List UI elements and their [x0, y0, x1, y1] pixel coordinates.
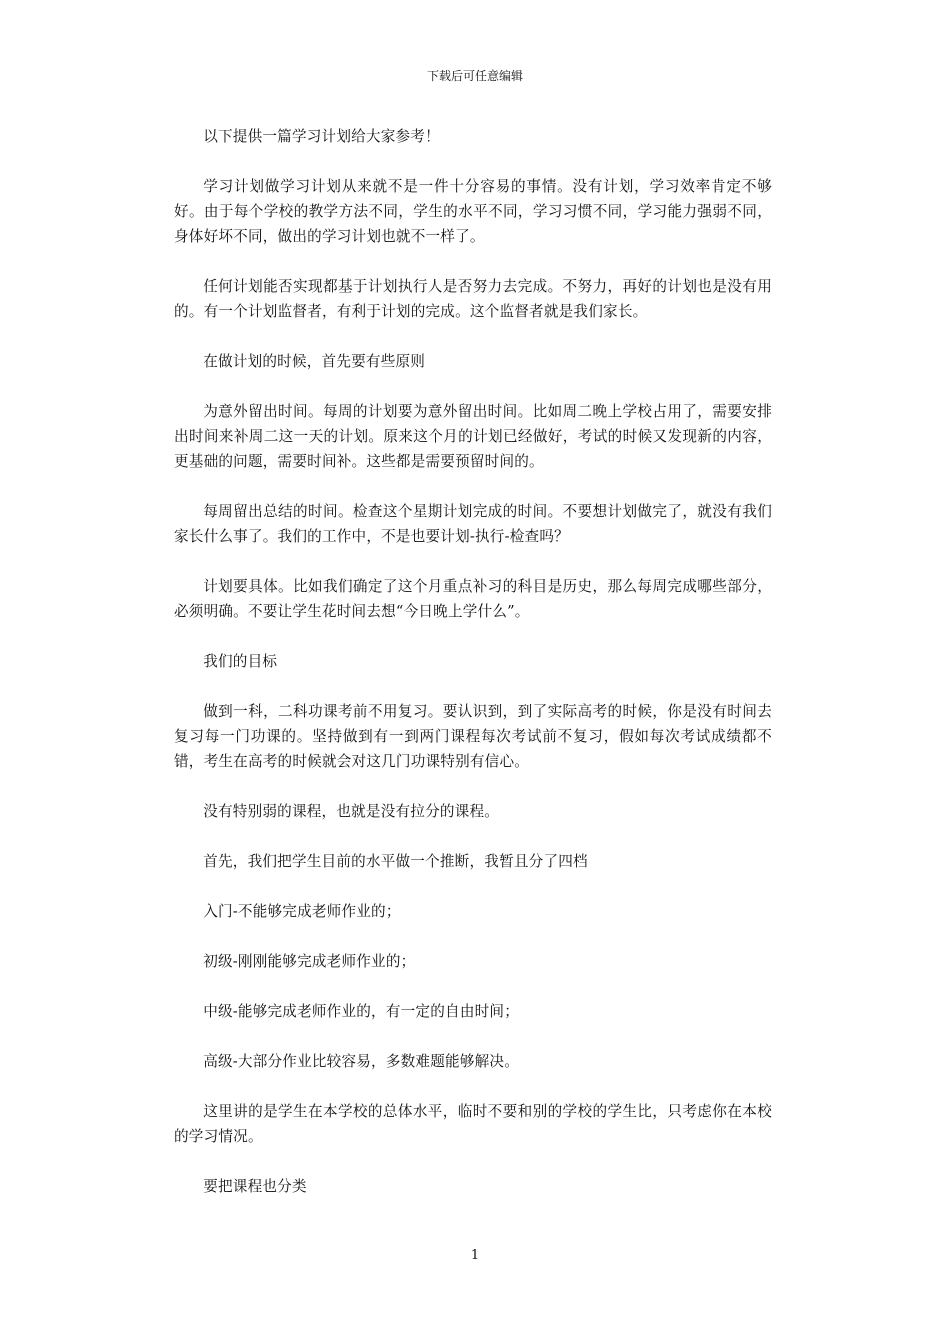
- paragraph: 首先，我们把学生目前的水平做一个推断，我暂且分了四档: [203, 853, 588, 870]
- level-item: 初级-刚刚能够完成老师作业的；: [203, 953, 416, 970]
- document-body: [174, 124, 772, 1224]
- level-item: 高级-大部分作业比较容易，多数难题能够解决。: [203, 1053, 519, 1070]
- section-heading: 我们的目标: [203, 653, 278, 670]
- paragraph: 没有特别弱的课程，也就是没有拉分的课程。: [203, 803, 500, 820]
- section-heading: 要把课程也分类: [203, 1178, 307, 1195]
- paragraph-intro: 以下提供一篇学习计划给大家参考！: [203, 128, 440, 145]
- page-header: 下载后可任意编辑: [426, 69, 523, 83]
- paragraph: 为意外留出时间。每周的计划要为意外留出时间。比如周二晚上学校占用了，需要安排出时间来补周二这一天的计划。原来这个月的计划已经做好，考试的时候又发现新的内容，更基础的问题，需要时间补。这些都是需要预留时间的。: [174, 403, 772, 470]
- paragraph: 任何计划能否实现都基于计划执行人是否努力去完成。不努力，再好的计划也是没有用的。有一个计划监督者，有利于计划的完成。这个监督者就是我们家长。: [174, 278, 772, 320]
- paragraph: 学习计划做学习计划从来就不是一件十分容易的事情。没有计划，学习效率肯定不够好。由于每个学校的教学方法不同，学生的水平不同，学习习惯不同，学习能力强弱不同，身体好坏不同，做出的学习计划也就不一样了。: [174, 178, 772, 245]
- level-item: 中级-能够完成老师作业的，有一定的自由时间；: [203, 1003, 519, 1020]
- paragraph: 这里讲的是学生在本学校的总体水平，临时不要和别的学校的学生比，只考虑你在本校的学习情况。: [174, 1103, 772, 1145]
- page-number: 1: [470, 1248, 480, 1263]
- level-item: 入门-不能够完成老师作业的；: [203, 903, 401, 920]
- paragraph: 做到一科，二科功课考前不用复习。要认识到，到了实际高考的时候，你是没有时间去复习每一门功课的。坚持做到有一到两门课程每次考试前不复习，假如每次考试成绩都不错，考生在高考的时候就会对这几门功课特别有信心。: [174, 703, 772, 770]
- section-heading: 在做计划的时候，首先要有些原则: [203, 353, 426, 370]
- paragraph: 每周留出总结的时间。检查这个星期计划完成的时间。不要想计划做完了，就没有我们家长什么事了。我们的工作中，不是也要计划-执行-检查吗？: [174, 503, 772, 545]
- paragraph: 计划要具体。比如我们确定了这个月重点补习的科目是历史，那么每周完成哪些部分，必须明确。不要让学生花时间去想“今日晚上学什么”。: [174, 578, 772, 620]
